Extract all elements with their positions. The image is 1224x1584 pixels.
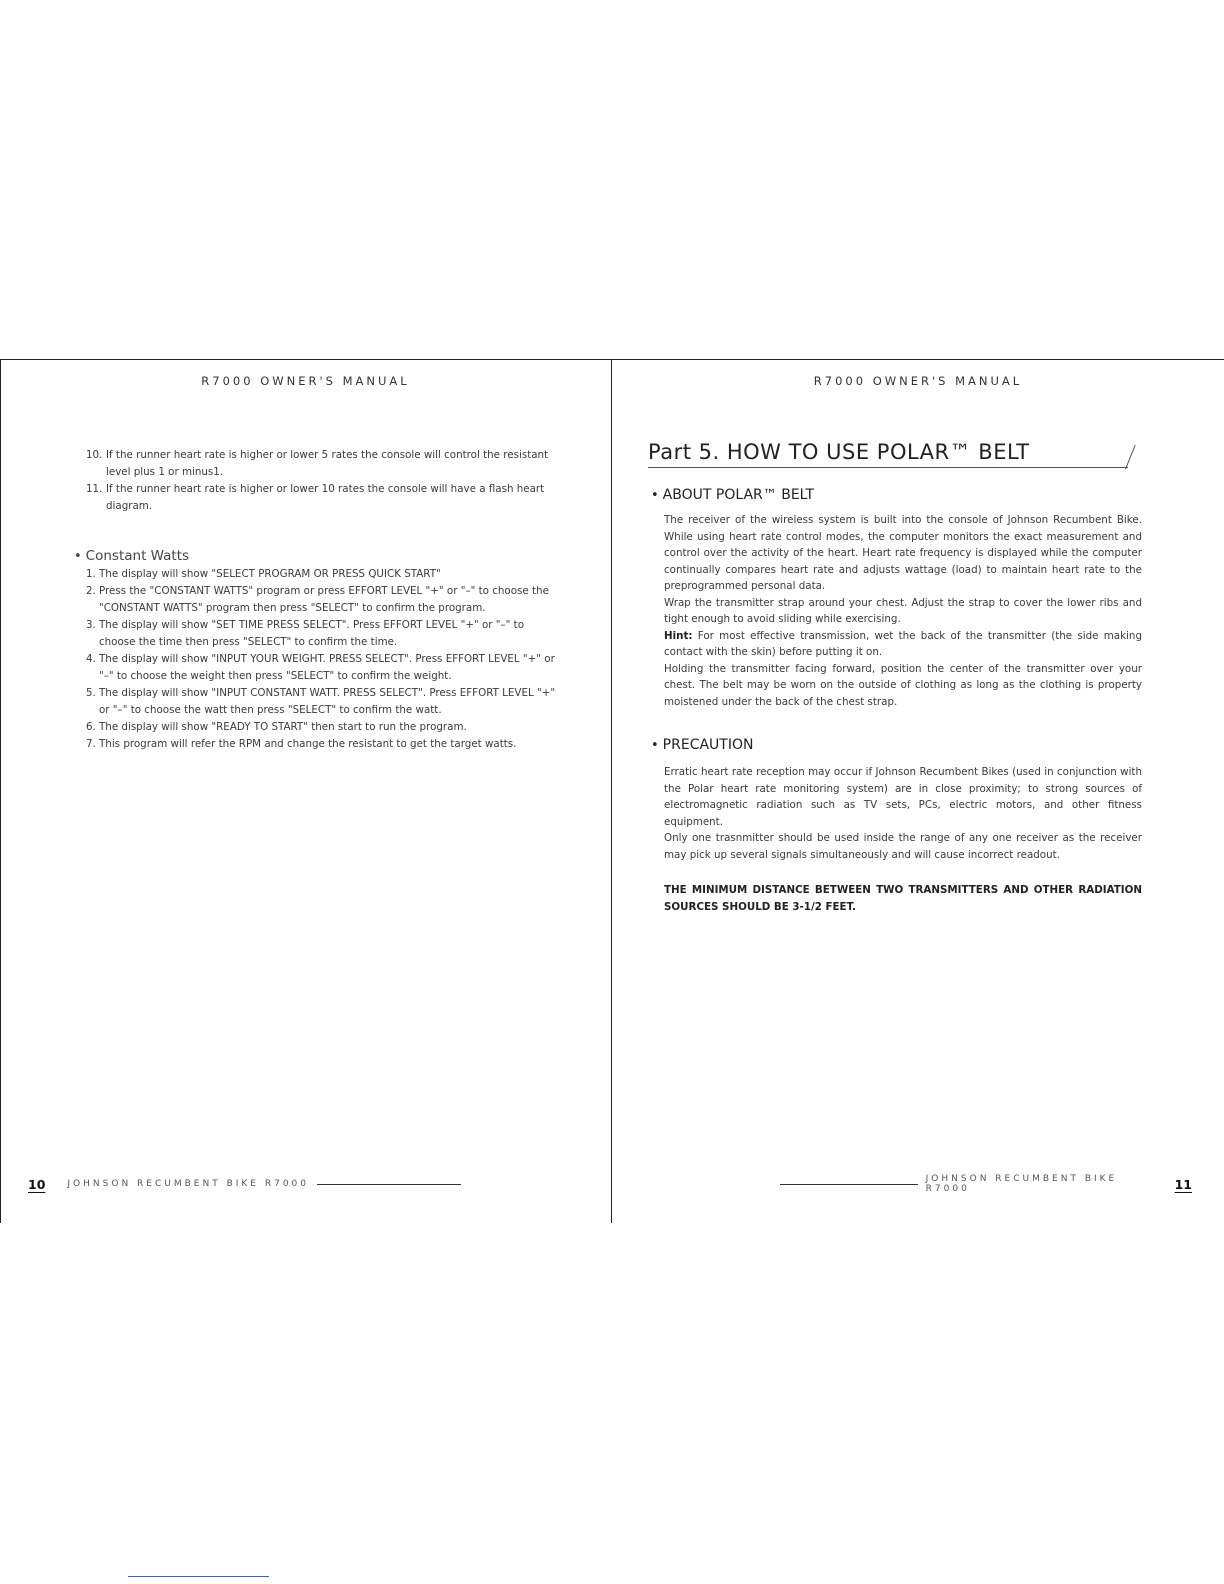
spread-center-divider [611, 359, 612, 1223]
list-item-text: The display will show "SELECT PROGRAM OR PRESS QUICK START" [99, 568, 441, 580]
list-item-text: If the runner heart rate is higher or lower 10 rates the console will have a flash heart diagram. [106, 483, 545, 512]
list-item [86, 481, 556, 515]
paragraph: Wrap the transmitter strap around your chest. Adjust the strap to cover the lower ribs and tight enough to avoid sliding while exercising. [664, 596, 1142, 625]
list-item [86, 719, 556, 736]
list-item-text: The display will show "SET TIME PRESS SELECT". Press EFFORT LEVEL "+" or "–" to choose the time then press "SELECT" to confirm the time. [99, 619, 525, 648]
footer-left [28, 1174, 461, 1194]
list-item [86, 685, 556, 719]
list-item-number: 4. [86, 653, 96, 665]
heart-rate-list [86, 447, 556, 515]
list-item-number: 3. [86, 619, 96, 631]
constant-watts-list [86, 566, 556, 753]
distance-warning: THE MINIMUM DISTANCE BETWEEN TWO TRANSMITTERS AND OTHER RADIATION SOURCES SHOULD BE 3-1/2 FEET. [664, 884, 1142, 913]
bullet-icon: • [651, 738, 659, 753]
part-title: Part 5. HOW TO USE POLAR™ BELT [648, 440, 1030, 464]
list-item [86, 583, 556, 617]
list-item-number: 7. [86, 738, 96, 750]
about-polar-heading [651, 487, 814, 503]
hint-text: For most effective transmission, wet the back of the transmitter (the side making contact with the skin) before putting it on. [664, 629, 1142, 658]
list-item-number: 2. [86, 585, 96, 597]
paragraph [664, 628, 1142, 661]
bullet-icon: • [651, 488, 659, 503]
page-number-left: 10 [28, 1176, 46, 1192]
hint-label: Hint: [664, 629, 693, 642]
precaution-body [664, 764, 1142, 863]
list-item-text: This program will refer the RPM and change the resistant to get the target watts. [99, 738, 517, 750]
about-polar-body [664, 512, 1142, 710]
running-header-left: R7000 OWNER'S MANUAL [201, 374, 410, 388]
list-item-number: 10. [86, 449, 103, 461]
paragraph: The receiver of the wireless system is built into the console of Johnson Recumbent Bike. While using heart rate control modes, the computer monitors the exact measurement and control over the activity of the heart. Heart rate frequency is displayed while the computer continually compares heart rate and adjusts wattage (load) to maintain heart rate to the preprogrammed personal data. [664, 514, 1142, 592]
list-item [86, 566, 556, 583]
list-item-text: The display will show "INPUT YOUR WEIGHT. PRESS SELECT". Press EFFORT LEVEL "+" or "–" to choose the weight then press "SELECT" to confirm the weight. [99, 653, 555, 682]
list-item [86, 736, 556, 753]
paragraph: Erratic heart rate reception may occur if Johnson Recumbent Bikes (used in conjunction with the Polar heart rate monitoring system) are in close proximity; to strong sources of electromagnetic radiation such as TV sets, PCs, electric motors, and other fitness equipment. [664, 766, 1142, 828]
list-item-text: The display will show "INPUT CONSTANT WATT. PRESS SELECT". Press EFFORT LEVEL "+" or "–" to choose the watt then press "SELECT" to confirm the watt. [99, 687, 556, 716]
bullet-icon: • [74, 549, 82, 564]
spread-top-rule [0, 359, 1224, 360]
paragraph: Holding the transmitter facing forward, position the center of the transmitter over your chest. The belt may be worn on the outside of clothing as long as the clothing is property moistened under the back of the chest strap. [664, 662, 1142, 708]
footer-title-left: JOHNSON RECUMBENT BIKE R7000 [67, 1179, 309, 1189]
running-header-right: R7000 OWNER'S MANUAL [813, 374, 1023, 388]
footer-rule-right [780, 1184, 918, 1185]
part-title-rule [648, 467, 1128, 468]
constant-watts-heading [74, 548, 189, 564]
list-item-number: 11. [86, 483, 103, 495]
precaution-heading [651, 737, 753, 753]
list-item [86, 617, 556, 651]
list-item-number: 1. [86, 568, 96, 580]
list-item-text: Press the "CONSTANT WATTS" program or press EFFORT LEVEL "+" or "–" to choose the "CONSTANT WATTS" program then press "SELECT" to confirm the program. [99, 585, 549, 614]
list-item-text: The display will show "READY TO START" then start to run the program. [99, 721, 467, 733]
list-item-number: 5. [86, 687, 96, 699]
page-number-right: 11 [1174, 1176, 1192, 1192]
section-heading-text: Constant Watts [85, 548, 190, 564]
footer-rule-left [317, 1184, 461, 1185]
section-heading-text: PRECAUTION [662, 737, 754, 753]
list-item [86, 651, 556, 685]
footer-right [780, 1174, 1192, 1194]
spread-left-edge [0, 359, 1, 1223]
list-item-number: 6. [86, 721, 96, 733]
paragraph: Only one trasnmitter should be used inside the range of any one receiver as the receiver may pick up several signals simultaneously and will cause incorrect readout. [664, 832, 1142, 861]
list-item-text: If the runner heart rate is higher or lower 5 rates the console will control the resistant level plus 1 or minus1. [106, 449, 549, 478]
part-title-slash [1125, 445, 1136, 469]
footer-title-right: JOHNSON RECUMBENT BIKE R7000 [925, 1174, 1118, 1194]
section-heading-text: ABOUT POLAR™ BELT [662, 487, 815, 503]
list-item [86, 447, 556, 481]
bottom-link-underline [128, 1576, 269, 1577]
